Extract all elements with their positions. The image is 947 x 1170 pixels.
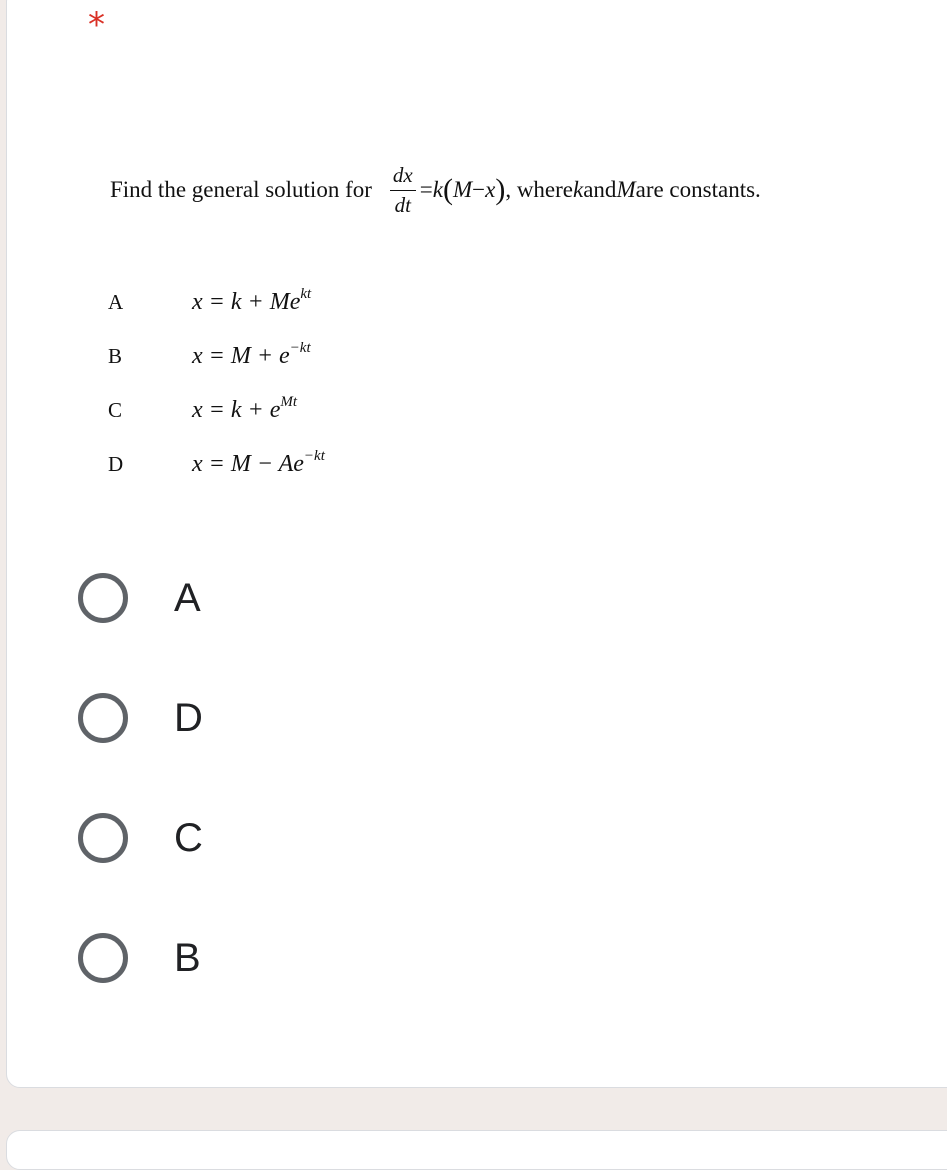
equals-sign: = (419, 177, 433, 202)
minus-sign: − (472, 177, 486, 202)
option-letter: A (108, 290, 124, 314)
open-paren: ( (442, 173, 453, 206)
text-k: k (573, 177, 584, 202)
text-m: M (616, 177, 636, 202)
radio-button[interactable] (78, 813, 128, 863)
constant-k: k (432, 177, 443, 202)
option-letter: B (108, 344, 123, 368)
radio-button[interactable] (78, 573, 128, 623)
option-row-a (108, 286, 311, 316)
option-formula: $x = M + e^{-kt}$ (192, 340, 311, 369)
option-formula: $x = M - Ae^{-kt}$ (192, 448, 325, 477)
option-row-d (108, 448, 325, 478)
option-row-c (108, 394, 297, 424)
variable-x: x (485, 177, 496, 202)
derivative-fraction (390, 163, 416, 217)
constant-m: M (452, 177, 473, 202)
option-letter: C (108, 398, 123, 422)
choice-option-c[interactable] (78, 808, 203, 868)
choice-option-b[interactable] (78, 928, 201, 988)
fraction-denominator: dt (394, 193, 411, 217)
question-image (0, 0, 947, 520)
choice-label[interactable]: A (174, 575, 201, 620)
choice-label[interactable]: D (174, 695, 203, 740)
option-letter: D (108, 452, 124, 476)
choice-option-d[interactable] (78, 688, 203, 748)
next-question-card (6, 1130, 947, 1170)
question-text-start: Find the general solution for (110, 177, 372, 202)
radio-button[interactable] (78, 693, 128, 743)
choice-label[interactable]: B (174, 935, 201, 980)
option-formula: $x = k + e^{Mt}$ (192, 394, 298, 423)
question-text (110, 158, 761, 222)
choice-option-a[interactable] (78, 568, 201, 628)
text-and: and (583, 177, 617, 202)
question-text-where: , where (505, 177, 573, 202)
close-paren: ) (495, 173, 506, 206)
choice-label[interactable]: C (174, 815, 203, 860)
required-asterisk: * (88, 5, 105, 45)
question-text-end: are constants. (635, 177, 761, 202)
option-row-b (108, 340, 311, 370)
fraction-numerator: dx (390, 163, 416, 191)
option-formula: $x = k + Me^{kt}$ (192, 286, 312, 315)
radio-button[interactable] (78, 933, 128, 983)
